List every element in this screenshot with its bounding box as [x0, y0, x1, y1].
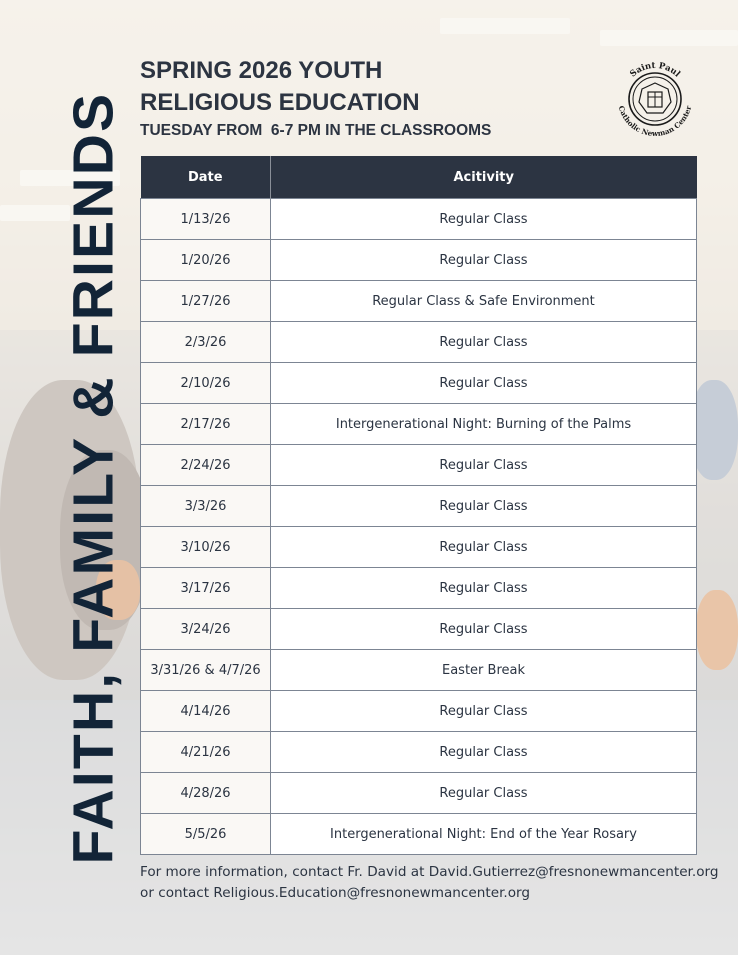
table-row — [141, 650, 697, 691]
activity-cell: Easter Break — [271, 650, 697, 691]
activity-cell: Regular Class — [271, 199, 697, 240]
date-cell: 3/10/26 — [141, 527, 271, 568]
activity-cell: Intergenerational Night: Burning of the Palms — [271, 404, 697, 445]
activity-cell: Regular Class — [271, 527, 697, 568]
page-title — [140, 55, 420, 119]
activity-cell: Regular Class — [271, 691, 697, 732]
contact-line-1: For more information, contact Fr. David at David.Gutierrez@fresnonewmancenter.org — [140, 864, 719, 880]
table-row — [141, 281, 697, 322]
table-row — [141, 240, 697, 281]
seal-bottom-text: Catholic Newman Center — [616, 104, 694, 139]
date-cell: 1/27/26 — [141, 281, 271, 322]
table-header-row — [141, 156, 697, 199]
page-title-line-1: SPRING 2026 YOUTH — [140, 57, 383, 84]
date-cell: 3/17/26 — [141, 568, 271, 609]
activity-cell: Regular Class — [271, 732, 697, 773]
date-cell: 4/14/26 — [141, 691, 271, 732]
table-row — [141, 814, 697, 855]
contact-info — [140, 862, 719, 904]
table-row — [141, 322, 697, 363]
activity-cell: Regular Class — [271, 568, 697, 609]
date-cell: 1/13/26 — [141, 199, 271, 240]
seal-top-text: Saint Paul — [628, 60, 682, 80]
activity-cell: Regular Class — [271, 486, 697, 527]
table-row — [141, 732, 697, 773]
activity-cell: Regular Class — [271, 363, 697, 404]
date-cell: 4/21/26 — [141, 732, 271, 773]
activity-cell: Regular Class — [271, 773, 697, 814]
schedule-subtitle: TUESDAY FROM 6-7 PM IN THE CLASSROOMS — [140, 122, 492, 139]
date-cell: 2/10/26 — [141, 363, 271, 404]
date-cell: 2/17/26 — [141, 404, 271, 445]
table-row — [141, 609, 697, 650]
activity-cell: Regular Class — [271, 322, 697, 363]
schedule-table — [140, 156, 697, 855]
date-cell: 5/5/26 — [141, 814, 271, 855]
table-row — [141, 691, 697, 732]
side-title: FAITH, FAMILY & FRIENDS — [61, 91, 126, 865]
date-cell: 3/31/26 & 4/7/26 — [141, 650, 271, 691]
table-row — [141, 199, 697, 240]
table-row — [141, 568, 697, 609]
activity-cell: Regular Class & Safe Environment — [271, 281, 697, 322]
newman-center-seal-logo — [612, 56, 698, 142]
table-row — [141, 527, 697, 568]
table-row — [141, 404, 697, 445]
activity-cell: Regular Class — [271, 240, 697, 281]
table-row — [141, 445, 697, 486]
contact-line-2: or contact Religious.Education@fresnonewmancenter.org — [140, 885, 531, 901]
table-row — [141, 773, 697, 814]
date-cell: 2/3/26 — [141, 322, 271, 363]
table-row — [141, 363, 697, 404]
date-cell: 1/20/26 — [141, 240, 271, 281]
date-cell: 3/3/26 — [141, 486, 271, 527]
activity-cell: Regular Class — [271, 609, 697, 650]
date-cell: 3/24/26 — [141, 609, 271, 650]
page-title-line-2: RELIGIOUS EDUCATION — [140, 89, 420, 116]
column-header-activity: Acitivity — [271, 156, 697, 199]
table-row — [141, 486, 697, 527]
column-header-date: Date — [141, 156, 271, 199]
activity-cell: Regular Class — [271, 445, 697, 486]
activity-cell: Intergenerational Night: End of the Year Rosary — [271, 814, 697, 855]
date-cell: 4/28/26 — [141, 773, 271, 814]
date-cell: 2/24/26 — [141, 445, 271, 486]
